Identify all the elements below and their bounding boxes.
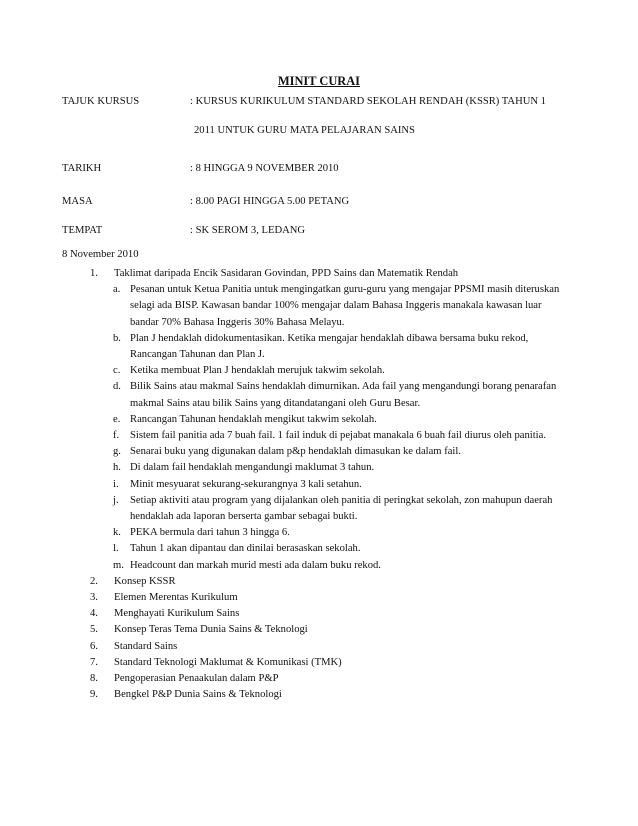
item-number: 4. xyxy=(90,608,98,620)
meta-label: MASA xyxy=(62,196,93,207)
meta-value: : KURSUS KURIKULUM STANDARD SEKOLAH RENDAH (KSSR) TAHUN 1 xyxy=(190,96,546,107)
item-text: Standard Sains xyxy=(114,640,178,652)
meta-label: TAJUK KURSUS xyxy=(62,96,140,107)
list-item xyxy=(90,687,570,703)
sub-item-letter: m. xyxy=(113,559,124,571)
sub-item-letter: g. xyxy=(113,446,121,458)
sub-item-text: Di dalam fail hendaklah mengandungi maklumat 3 tahun. xyxy=(130,462,375,474)
sub-item xyxy=(114,444,570,460)
minutes-list xyxy=(90,266,570,703)
sub-item-text: Setiap aktiviti atau program yang dijalankan oleh panitia di peringkat sekolah, zon mahupun daerah xyxy=(130,494,553,506)
sub-item-letter: a. xyxy=(113,284,121,296)
sub-item xyxy=(114,363,570,379)
sub-item xyxy=(114,525,570,541)
item-text: Standard Teknologi Maklumat & Komunikasi (TMK) xyxy=(114,656,342,668)
sub-item-letter: e. xyxy=(113,413,121,425)
item-number: 3. xyxy=(90,592,98,604)
sub-item-text: makmal Sains atau bilik Sains yang ditandatangani oleh Guru Besar. xyxy=(130,397,421,409)
sub-item-text: Pesanan untuk Ketua Panitia untuk mengingatkan guru-guru yang mengajar PPSMI masih diteruskan xyxy=(130,284,560,296)
sub-item-letter: i. xyxy=(113,478,119,490)
sub-item xyxy=(114,477,570,493)
sub-item-letter: d. xyxy=(113,381,121,393)
item-number: 6. xyxy=(90,640,98,652)
meta-value: : 8.00 PAGI HINGGA 5.00 PETANG xyxy=(190,196,350,207)
item-number: 5. xyxy=(90,624,98,636)
sub-item-text: Senarai buku yang digunakan dalam p&p hendaklah dimasukan ke dalam fail. xyxy=(130,446,461,458)
item-number: 2. xyxy=(90,575,98,587)
list-item xyxy=(90,590,570,606)
item-number: 7. xyxy=(90,656,98,668)
item-text: Pengoperasian Penaakulan dalam P&P xyxy=(114,673,279,685)
sub-item-text: bandar 70% Bahasa Inggeris 30% Bahasa Melayu. xyxy=(130,316,345,328)
list-item xyxy=(90,655,570,671)
sub-item-letter: c. xyxy=(113,365,121,377)
sub-item-text: Bilik Sains atau makmal Sains hendaklah dimurnikan. Ada fail yang mengandungi borang penarafan xyxy=(130,381,557,393)
sub-item-letter: h. xyxy=(113,462,121,474)
sub-item-letter: b. xyxy=(113,332,121,344)
sub-item xyxy=(114,541,570,557)
meta-label: TARIKH xyxy=(62,163,102,174)
meta-value: : 8 HINGGA 9 NOVEMBER 2010 xyxy=(190,163,339,174)
item-text: Konsep KSSR xyxy=(114,575,176,587)
meta-value: : SK SEROM 3, LEDANG xyxy=(190,225,306,236)
list-item xyxy=(90,574,570,590)
sub-item xyxy=(114,460,570,476)
sub-item xyxy=(114,412,570,428)
list-item xyxy=(90,606,570,622)
sub-item-text: Headcount dan markah murid mesti ada dalam buku rekod. xyxy=(130,559,381,571)
sub-item-text: selagi ada BISP. Kawasan bandar 100% mengajar dalam Bahasa Inggeris manakala kawasan luar xyxy=(130,300,542,312)
sub-item-text: Sistem fail panitia ada 7 buah fail. 1 fail induk di pejabat manakala 6 buah fail diurus oleh panitia. xyxy=(130,430,546,442)
item-text: Taklimat daripada Encik Sasidaran Govindan, PPD Sains dan Matematik Rendah xyxy=(114,268,459,279)
sub-item-text: Rancangan Tahunan hendaklah mengikut takwim sekolah. xyxy=(130,413,377,425)
sub-item-letter: l. xyxy=(113,543,119,555)
sub-item xyxy=(114,493,570,525)
item-text: Konsep Teras Tema Dunia Sains & Teknologi xyxy=(114,624,308,636)
meeting-date: 8 November 2010 xyxy=(62,249,139,260)
sub-item-text: Rancangan Tahunan dan Plan J. xyxy=(130,349,265,361)
sub-item-text: Plan J hendaklah didokumentasikan. Ketika mengajar hendaklah dibawa bersama buku rekod, xyxy=(130,332,529,344)
sub-item xyxy=(114,282,570,331)
sub-item xyxy=(114,331,570,363)
sub-item-letter: k. xyxy=(113,527,121,539)
sub-item xyxy=(114,379,570,411)
sub-item-text: PEKA bermula dari tahun 3 hingga 6. xyxy=(130,527,290,539)
item-text: Bengkel P&P Dunia Sains & Teknologi xyxy=(114,689,282,701)
list-item xyxy=(90,671,570,687)
sub-item xyxy=(114,428,570,444)
item-number: 8. xyxy=(90,673,98,685)
sub-item-text: Tahun 1 akan dipantau dan dinilai berasaskan sekolah. xyxy=(130,543,361,555)
list-item xyxy=(90,266,570,574)
sub-item-text: hendaklah ada laporan berserta gambar sebagai bukti. xyxy=(130,511,358,523)
meta-label: TEMPAT xyxy=(62,225,103,236)
item-number: 9. xyxy=(90,689,98,701)
item-text: Elemen Merentas Kurikulum xyxy=(114,592,238,604)
sub-item-text: Ketika membuat Plan J hendaklah merujuk takwim sekolah. xyxy=(130,365,385,377)
meta-value: 2011 UNTUK GURU MATA PELAJARAN SAINS xyxy=(194,125,415,136)
sub-item-text: Minit mesyuarat sekurang-sekurangnya 3 kali setahun. xyxy=(130,478,362,490)
sub-item xyxy=(114,558,570,574)
list-item xyxy=(90,622,570,638)
sub-item-letter: f. xyxy=(113,430,120,442)
item-text: Menghayati Kurikulum Sains xyxy=(114,608,240,620)
sub-item-letter: j. xyxy=(113,494,119,506)
list-item xyxy=(90,639,570,655)
document-title: MINIT CURAI xyxy=(277,74,361,88)
item-number: 1. xyxy=(90,268,98,279)
